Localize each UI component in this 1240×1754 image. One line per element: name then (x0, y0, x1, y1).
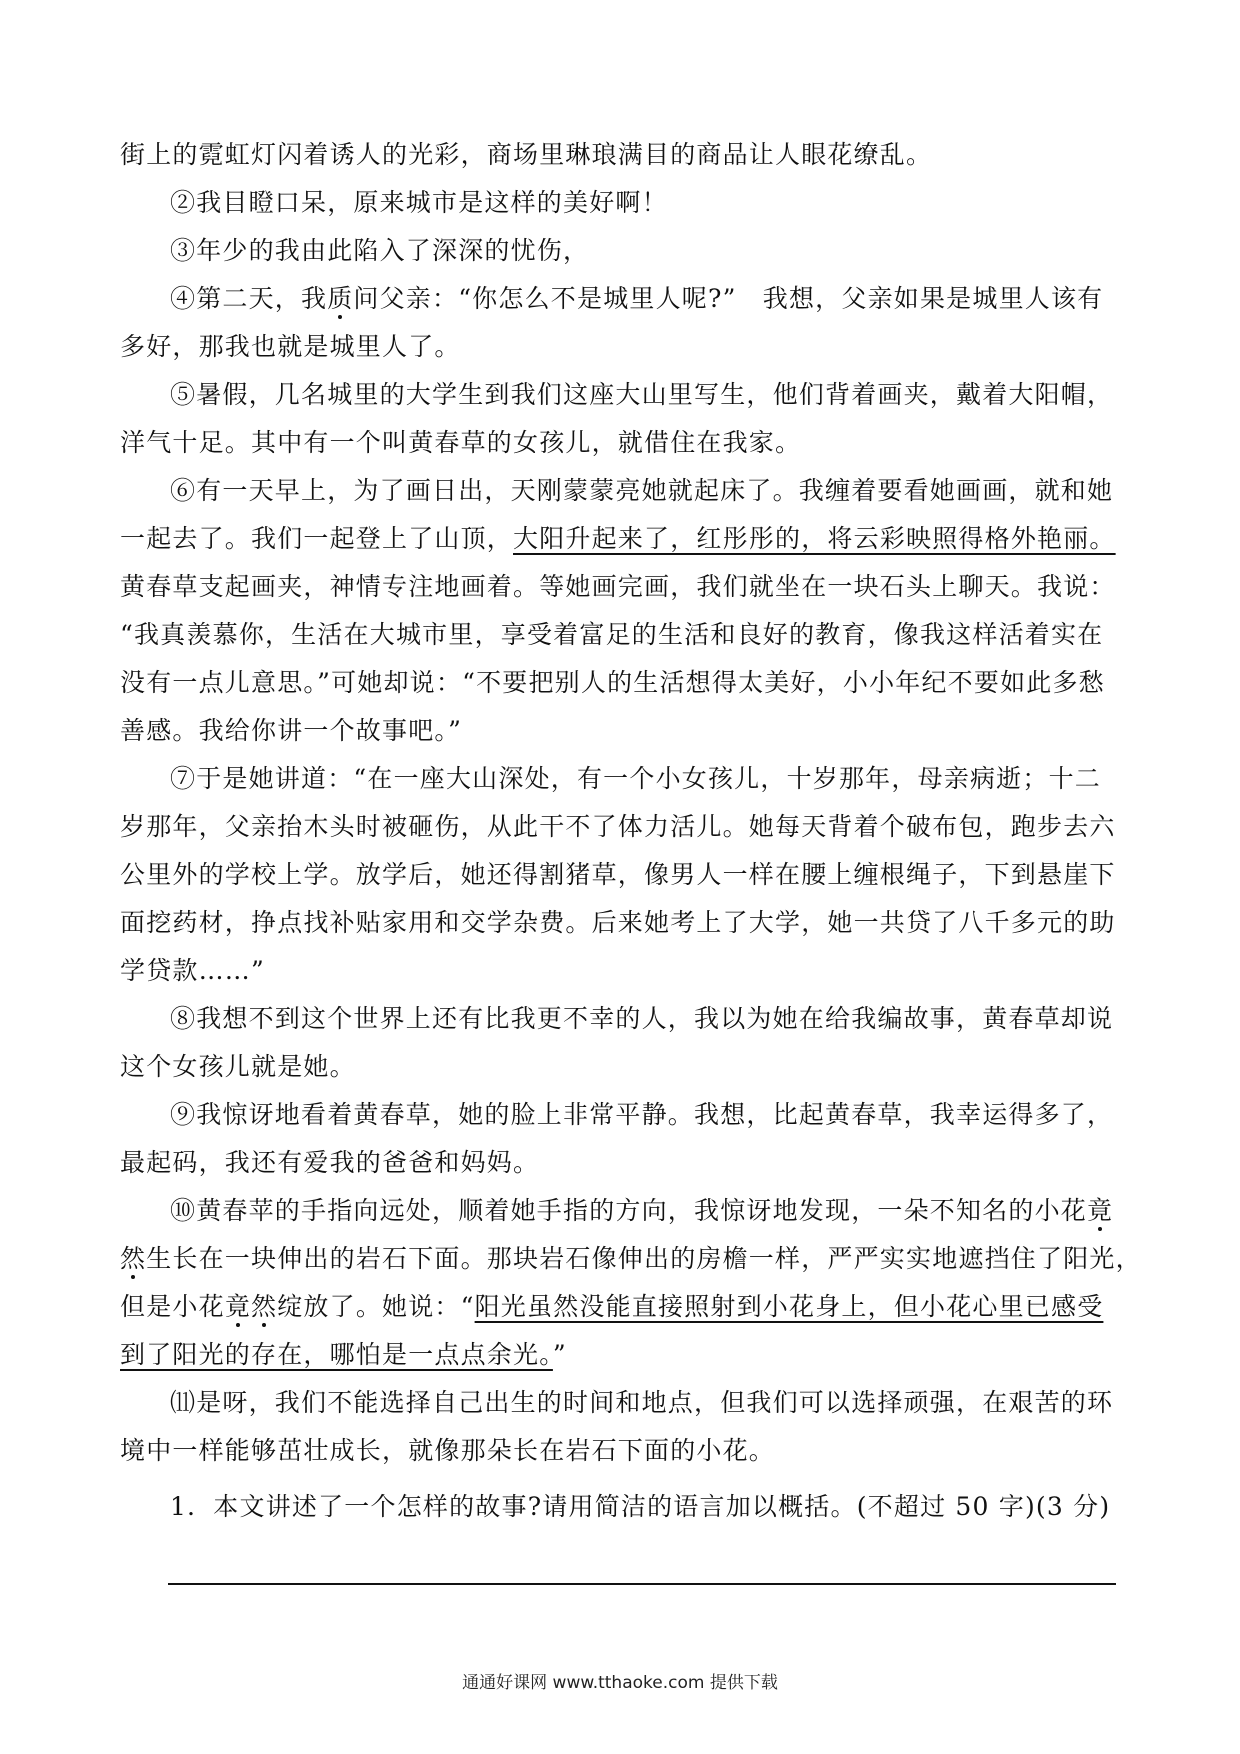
text-run: ” (552, 1340, 567, 1369)
question-1: 1．本文讲述了一个怎样的故事?请用简洁的语言加以概括。(不超过 50 字)(3 分) (170, 1492, 1111, 1521)
text-run: 一起去了。我们一起登上了山顶， (120, 524, 514, 553)
text-run: 问父亲：“你怎么不是城里人呢?” 我想，父亲如果是城里人该有 (353, 284, 1104, 313)
paragraph-line: 面挖药材，挣点找补贴家用和交学杂费。后来她考上了大学，她一共贷了八千多元的助 (120, 908, 1116, 937)
paragraph-line: 善感。我给你讲一个故事吧。” (120, 716, 463, 745)
paragraph-line (120, 1338, 1120, 1372)
paragraph-5: ⑤暑假，几名城里的大学生到我们这座大山里写生，他们背着画夹，戴着大阳帽， (170, 380, 1114, 409)
paragraph-line (120, 1242, 1142, 1276)
text-run: 但是小花 (120, 1292, 225, 1321)
paragraph-line: 公里外的学校上学。放学后，她还得割猪草，像男人一样在腰上缠根绳子，下到悬崖下 (120, 860, 1116, 889)
paragraph-4 (170, 282, 1120, 316)
paragraph-line: 街上的霓虹灯闪着诱人的光彩，商场里琳琅满目的商品让人眼花缭乱。 (120, 140, 933, 169)
emphasis-dot-char: 然 (251, 1292, 278, 1321)
text-run: ④第二天，我 (170, 284, 328, 313)
underlined-sentence: 阳光虽然没能直接照射到小花身上，但小花心里已感受 (474, 1292, 1104, 1321)
paragraph-line: 多好，那我也就是城里人了。 (120, 332, 461, 361)
paragraph-line: 这个女孩儿就是她。 (120, 1052, 356, 1081)
emphasis-dot-char: 竟 (1087, 1196, 1114, 1225)
paragraph-11: ⑾是呀，我们不能选择自己出生的时间和地点，但我们可以选择顽强，在艰苦的环 (170, 1388, 1114, 1417)
paragraph-line: 最起码，我还有爱我的爸爸和妈妈。 (120, 1148, 540, 1177)
paragraph-line: 洋气十足。其中有一个叫黄春草的女孩儿，就借住在我家。 (120, 428, 802, 457)
text-run: 绽放了。她说：“ (277, 1292, 475, 1321)
paragraph-line: 境中一样能够茁壮成长，就像那朵长在岩石下面的小花。 (120, 1436, 776, 1465)
footer-credit: 通通好课网 www.tthaoke.com 提供下载 (462, 1673, 778, 1693)
paragraph-2: ②我目瞪口呆，原来城市是这样的美好啊！ (170, 188, 668, 217)
emphasis-dot-char: 竟 (224, 1292, 252, 1321)
paragraph-line: 黄春草支起画夹，神情专注地画着。等她画完画，我们就坐在一块石头上聊天。我说： (120, 572, 1116, 601)
paragraph-line (120, 1290, 1120, 1324)
paragraph-10 (170, 1194, 1120, 1228)
paragraph-6: ⑥有一天早上，为了画日出，天刚蒙蒙亮她就起床了。我缠着要看她画画，就和她 (170, 476, 1114, 505)
paragraph-9: ⑨我惊讶地看着黄春草，她的脸上非常平静。我想，比起黄春草，我幸运得多了， (170, 1100, 1114, 1129)
paragraph-8: ⑧我想不到这个世界上还有比我更不幸的人，我以为她在给我编故事，黄春草却说 (170, 1004, 1114, 1033)
paragraph-line: “我真羡慕你，生活在大城市里，享受着富足的生活和良好的教育，像我这样活着实在 (120, 620, 1104, 649)
text-run: 生长在一块伸出的岩石下面。那块岩石像伸出的房檐一样，严严实实地遮挡住了阳光， (146, 1244, 1142, 1273)
paragraph-line: 岁那年，父亲抬木头时被砸伤，从此干不了体力活儿。她每天背着个破布包，跑步去六 (120, 812, 1116, 841)
paragraph-7: ⑦于是她讲道：“在一座大山深处，有一个小女孩儿，十岁那年，母亲病逝；十二 (170, 764, 1101, 793)
answer-line[interactable] (168, 1583, 1116, 1585)
paragraph-line: 学贷款……” (120, 956, 265, 985)
underlined-sentence: 到了阳光的存在，哪怕是一点点余光。 (120, 1340, 553, 1369)
emphasis-dot-char: 然 (120, 1244, 147, 1273)
underlined-sentence: 大阳升起来了，红彤彤的，将云彩映照得格外艳丽。 (513, 524, 1116, 553)
emphasis-dot-char: 质 (327, 284, 354, 313)
text-run: ⑩黄春苹的手指向远处，顺着她手指的方向，我惊讶地发现，一朵不知名的小花 (170, 1196, 1088, 1225)
paragraph-3: ③年少的我由此陷入了深深的忧伤， (170, 236, 590, 265)
paragraph-line (120, 522, 1120, 556)
paragraph-line: 没有一点儿意思。”可她却说：“不要把别人的生活想得太美好，小小年纪不要如此多愁 (120, 668, 1105, 697)
